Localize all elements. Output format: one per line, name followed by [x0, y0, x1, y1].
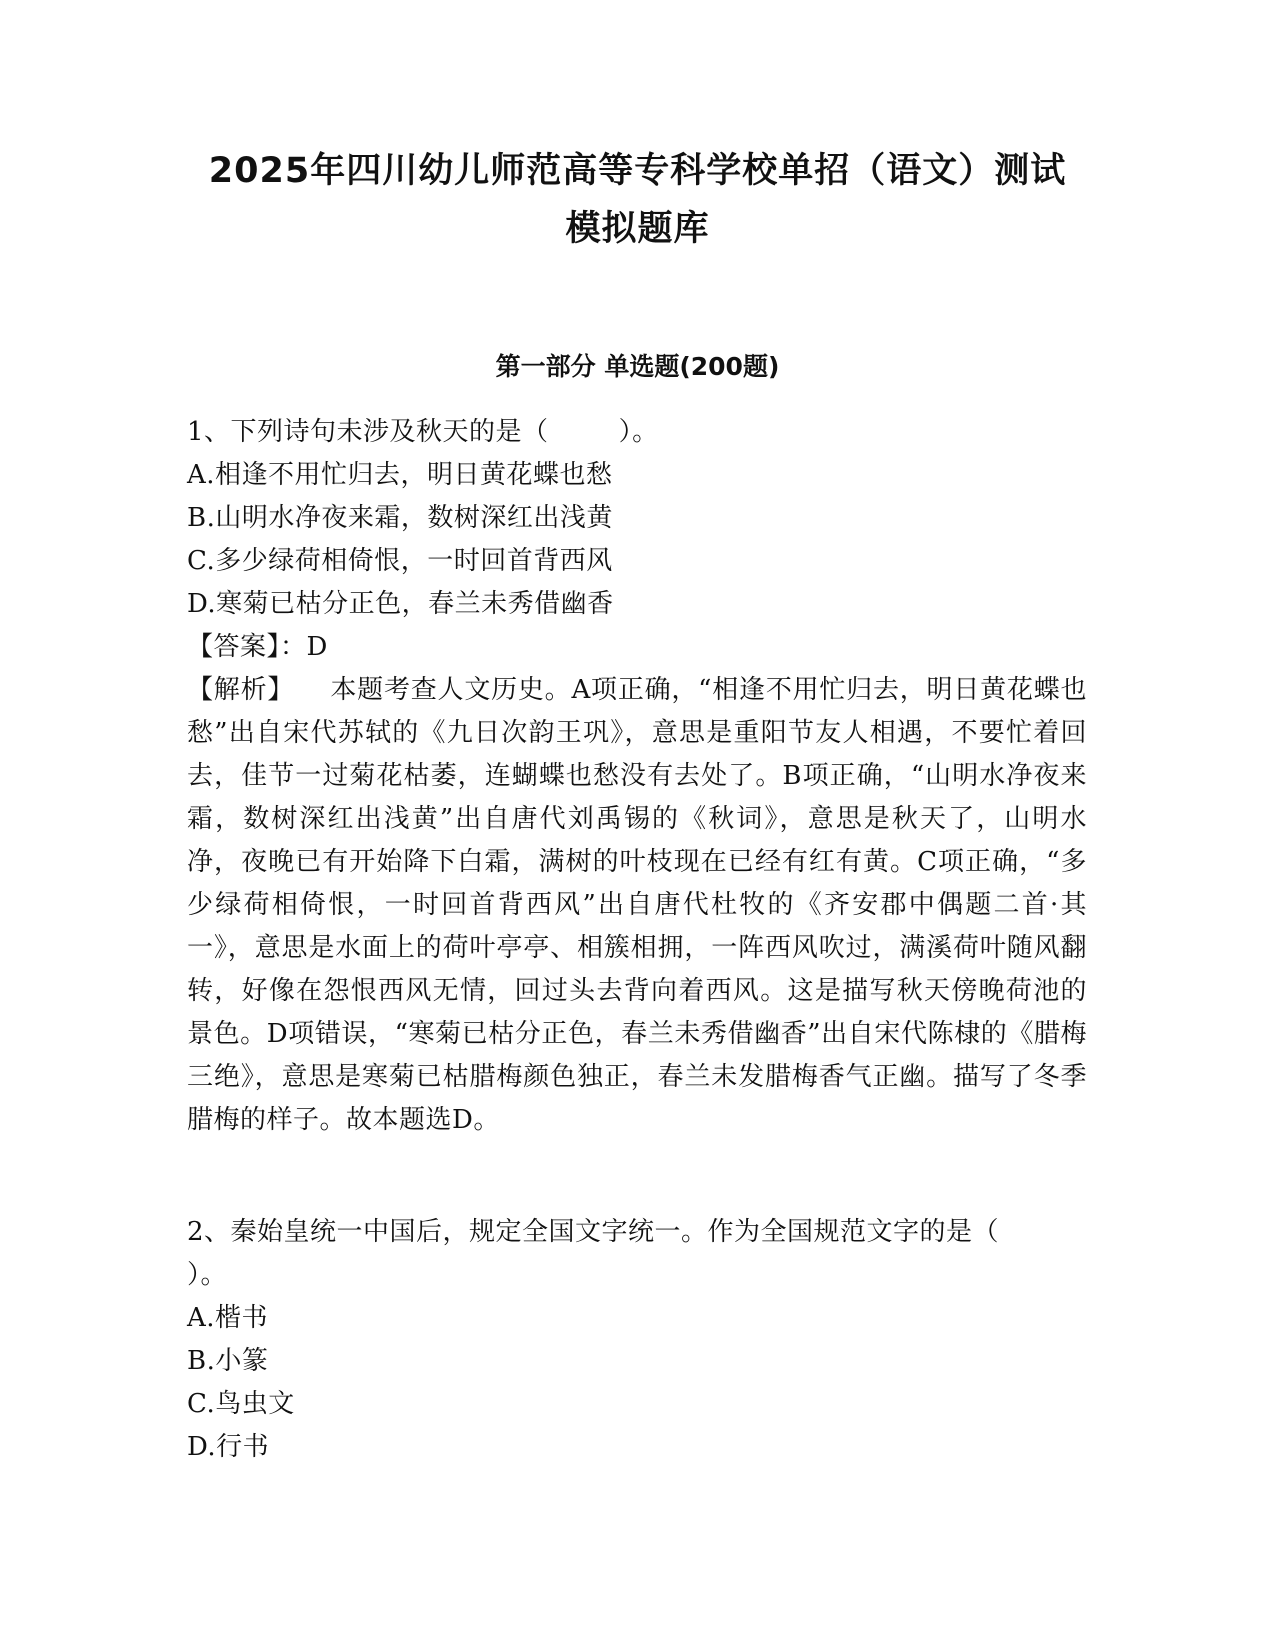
- question-1-analysis-text: 本题考查人文历史。A项正确，“相逢不用忙归去，明日黄花蝶也愁”出自宋代苏轼的《九日次韵王巩》，意思是重阳节友人相遇，不要忙着回去，佳节一过菊花枯萎，连蝴蝶也愁没有去处了。B项正确，“山明水净夜来霜，数树深红出浅黄”出自唐代刘禹锡的《秋词》，意思是秋天了，山明水净，夜晚已有开始降下白霜，满树的叶枝现在已经有红有黄。C项正确，“多少绿荷相倚恨，一时回首背西风”出自唐代杜牧的《齐安郡中偶题二首·其一》，意思是水面上的荷叶亭亭、相簇相拥，一阵西风吹过，满溪荷叶随风翻转，好像在怨恨西风无情，回过头去背向着西风。这是描写秋天傍晚荷池的景色。D项错误，“寒菊已枯分正色，春兰未秀借幽香”出自宋代陈棣的《腊梅三绝》，意思是寒菊已枯腊梅颜色独正，春兰未发腊梅香气正幽。描写了冬季腊梅的样子。故本题选D。: [187, 675, 1088, 1135]
- question-1-option-a: A.相逢不用忙归去，明日黄花蝶也愁: [187, 460, 613, 490]
- question-1: [187, 411, 1087, 1142]
- question-1-option-b: B.山明水净夜来霜，数树深红出浅黄: [187, 503, 613, 533]
- document-title-line-1: 2025年四川幼儿师范高等专科学校单招（语文）测试: [208, 151, 1067, 191]
- question-2-option-d: D.行书: [187, 1432, 270, 1462]
- question-1-analysis-label: 【解析】: [187, 675, 331, 705]
- question-1-analysis: [187, 669, 1087, 1142]
- document-title-line-2: 模拟题库: [565, 209, 710, 249]
- question-2-option-b: B.小篆: [187, 1346, 269, 1376]
- question-2-stem-line-2: ）。: [187, 1260, 228, 1290]
- section-heading: 第一部分 单选题(200题): [495, 352, 780, 381]
- question-2-option-c: C.鸟虫文: [187, 1389, 295, 1419]
- question-1-answer: 【答案】：D: [187, 632, 328, 662]
- question-2: [187, 1211, 1087, 1469]
- question-2-option-a: A.楷书: [187, 1303, 269, 1333]
- question-1-option-d: D.寒菊已枯分正色，春兰未秀借幽香: [187, 589, 614, 619]
- question-2-stem-line-1: 2、秦始皇统一中国后，规定全国文字统一。作为全国规范文字的是（: [187, 1217, 1000, 1247]
- question-1-option-c: C.多少绿荷相倚恨，一时回首背西风: [187, 546, 613, 576]
- question-1-stem: 1、下列诗句未涉及秋天的是（ ）。: [187, 417, 659, 447]
- document-title: [150, 142, 1125, 258]
